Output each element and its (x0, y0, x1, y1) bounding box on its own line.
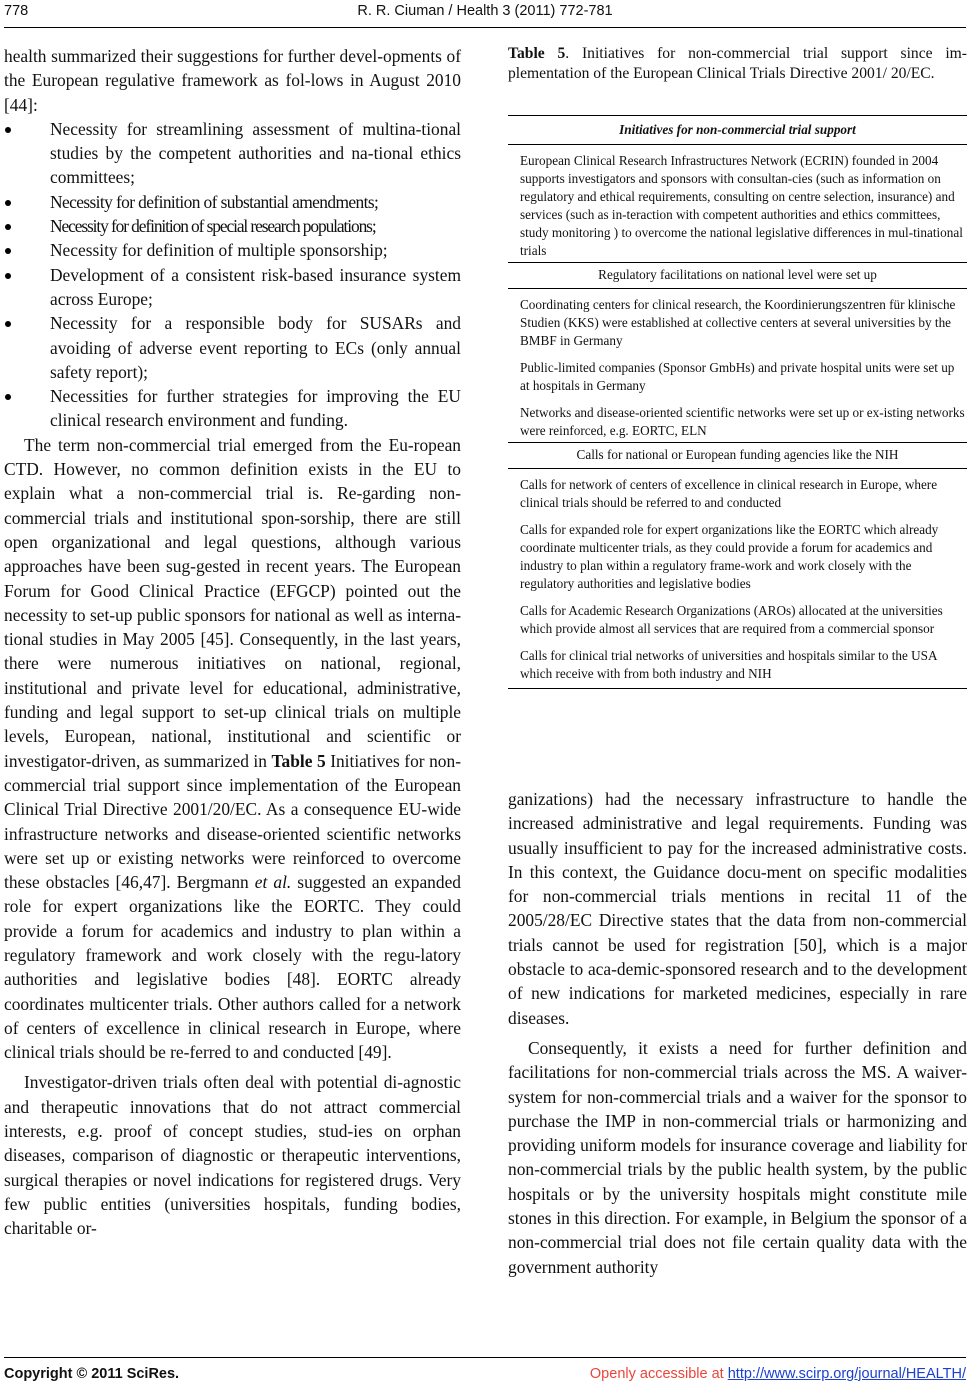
left-column (4, 44, 461, 1241)
table-row (508, 352, 967, 397)
table-cell: Calls for clinical trial networks of universities and hospitals similar to the USA which receive with from both industry and NIH (508, 640, 967, 689)
table-cell: Calls for network of centers of excellence in clinical research in Europe, where clinical trials should be referred to and conducted (520, 477, 938, 510)
caption-text: . Initiatives for non-commercial trial support since im-plementation of the European Clinical Trials Directive 2001/ 20/EC. (508, 45, 968, 82)
list-item: Development of a consistent risk-based insurance system across Europe; (4, 263, 461, 312)
page-header (4, 3, 966, 25)
table-row (508, 397, 967, 443)
body-text: suggested an expanded role for expert organizations like the EORTC. They could provide a forum for academics and industry to plan within a regulatory framework and work closely with the regu-latory authorities and legislative bodies [48]. EORTC already coordinates multicenter trials. Other authors called for a network of centers of excellence in clinical research in Europe, where clinical trials should be re-ferred to and conducted [49]. (4, 872, 461, 1063)
table-row (508, 145, 967, 263)
copyright: Copyright © 2011 SciRes. (4, 1366, 180, 1382)
body-paragraph: ganizations) had the necessary infrastructure to handle the increased administrative and legal requirements. Funding was usually insufficient to pay for the increased administrative costs. In this context, the Guidance docu-ment on specific modalities for non-commercial trials mentions in recital 11 of the 2005/28/EC Directive states that the data from non-commercial trials cannot be used for registration [50], which is a major obstacle to aca-demic-sponsored research and to the development of new indications for marketed medicines, especially in rare diseases. (508, 789, 967, 1028)
table-section-heading: Regulatory facilitations on national level were set up (508, 263, 967, 289)
table-row (508, 289, 967, 353)
list-item: Necessity for definition of multiple sponsorship; (4, 238, 461, 262)
list-item: Necessities for further strategies for improving the EU clinical research environment and funding. (4, 384, 461, 433)
table-cell: Networks and disease-oriented scientific networks were set up or ex-isting networks were reinforced, e.g. EORTC, ELN (520, 405, 965, 438)
body-text: The term non-commercial trial emerged from the Eu-ropean CTD. However, no common definition exists in the EU to explain what a non-commercial trial is. Re-garding non-commercial trials and institutional spon-sorship, there are still open organizational and legal questions, although various approaches have been sug-gested in recent years. The European Forum for Good Clinical Practice (EFGCP) pointed out the necessity to set-up public sponsors for national as well as interna-tional studies in May 2005 [45]. Consequently, in the last years, there were numerous initiatives on national, regional, institutional and private level for educational, administrative, funding and legal support to set-up clinical trials on multiple levels, European, national, institutional and scientific or investigator-driven, as summarized in (4, 434, 461, 771)
table-cell: Calls for Academic Research Organizations (AROs) allocated at the universities which provide almost all services that are required from a commercial sponsor (520, 603, 943, 636)
table-label: Table 5 (508, 45, 566, 62)
open-access-note (590, 1366, 966, 1382)
running-title: R. R. Ciuman / Health 3 (2011) 772-781 (357, 3, 613, 19)
list-item: Necessity for a responsible body for SUSARs and avoiding of adverse event reporting to ECs (only annual safety report); (4, 311, 461, 384)
table-row (508, 595, 967, 640)
intro-paragraph: health summarized their suggestions for further devel-opments of the European regulative framework as fol-lows in August 2010 [44]: (4, 46, 461, 115)
recommendation-list (4, 117, 461, 433)
table-row (508, 469, 967, 515)
table-body (508, 145, 967, 689)
initiatives-table (508, 115, 967, 689)
table-cell: Public-limited companies (Sponsor GmbHs) and private hospital units were set up at hospitals in Germany (520, 360, 955, 393)
footer-rule (4, 1357, 966, 1358)
list-item: Necessity for streamlining assessment of multina-tional studies by the competent authorities and na-tional ethics committees; (4, 117, 461, 190)
header-rule (4, 27, 966, 28)
table-row (508, 514, 967, 595)
page-number: 778 (4, 3, 29, 19)
table-section-heading: Calls for national or European funding agencies like the NIH (508, 443, 967, 469)
table-cell: Coordinating centers for clinical research, the Koordinierungszentren für klinische Studien (KKS) were established at collective centers at several universities by the BMBF in Germany (520, 297, 956, 348)
list-item: Necessity for definition of substantial amendments; (4, 190, 461, 214)
list-item: Necessity for definition of special research populations; (4, 214, 461, 238)
body-paragraph (4, 433, 461, 1065)
body-paragraph: Consequently, it exists a need for further definition and facilitations for non-commercial trials across the MS. A waiver-system for non-commercial trials and a waiver for the sponsor to purchase the IMP in non-commercial trials or harmonizing and providing uniform models for insurance coverage and liability for non-commercial trials by the public health system, by the public hospitals or by the university hospitals might constitute mile stones in this direction. For example, in Belgium the sponsor of a non-commercial trial does not file certain quality data with the government authority (508, 1037, 967, 1277)
table-row (508, 443, 967, 469)
journal-link[interactable]: http://www.scirp.org/journal/HEALTH/ (727, 1366, 966, 1382)
et-al: et al. (254, 872, 292, 893)
body-text: Initiatives for non-commercial trial support since implementation of the European Clinical Trial Directive 2001/20/EC. As a consequence EU-wide infrastructure networks and disease-oriented scientific networks were set up or existing networks were reinforced to overcome these obstacles [46,47]. Bergmann (4, 750, 461, 893)
table-cell: Calls for expanded role for expert organizations like the EORTC which already coordinate multicenter trials, as they could provide a forum for academics and industry to plan within a regulatory frame-work and work closely with the regulatory authorities and legislative bodies (520, 522, 939, 591)
table-row (508, 640, 967, 689)
body-paragraph: Investigator-driven trials often deal with potential di-agnostic and therapeutic innovations that do not attract commercial interests, e.g. proof of concept studies, stud-ies on orphan diseases, comparison of diagnostic or therapeutic interventions, surgical therapies or novel indications for registered drugs. Very few public entities (universities hospitals, funding bodies, charitable or- (4, 1072, 461, 1239)
table-5 (508, 44, 967, 689)
right-column (508, 787, 967, 1279)
table-caption (508, 44, 967, 84)
table-reference: Table 5 (271, 750, 326, 771)
table-cell: European Clinical Research Infrastructures Network (ECRIN) founded in 2004 supports investigators and sponsors with consultan-cies (such as information on regulatory and ethical requirements, consulting on centre selection, insurance) and services (such as in-teraction with competent authorities and ethics committees, study monitoring ) to overcome the national legislative differences in mul-tinational trials (520, 153, 963, 258)
access-prefix: Openly accessible at (589, 1366, 728, 1382)
table-header: Initiatives for non-commercial trial support (508, 116, 967, 145)
table-row (508, 263, 967, 289)
